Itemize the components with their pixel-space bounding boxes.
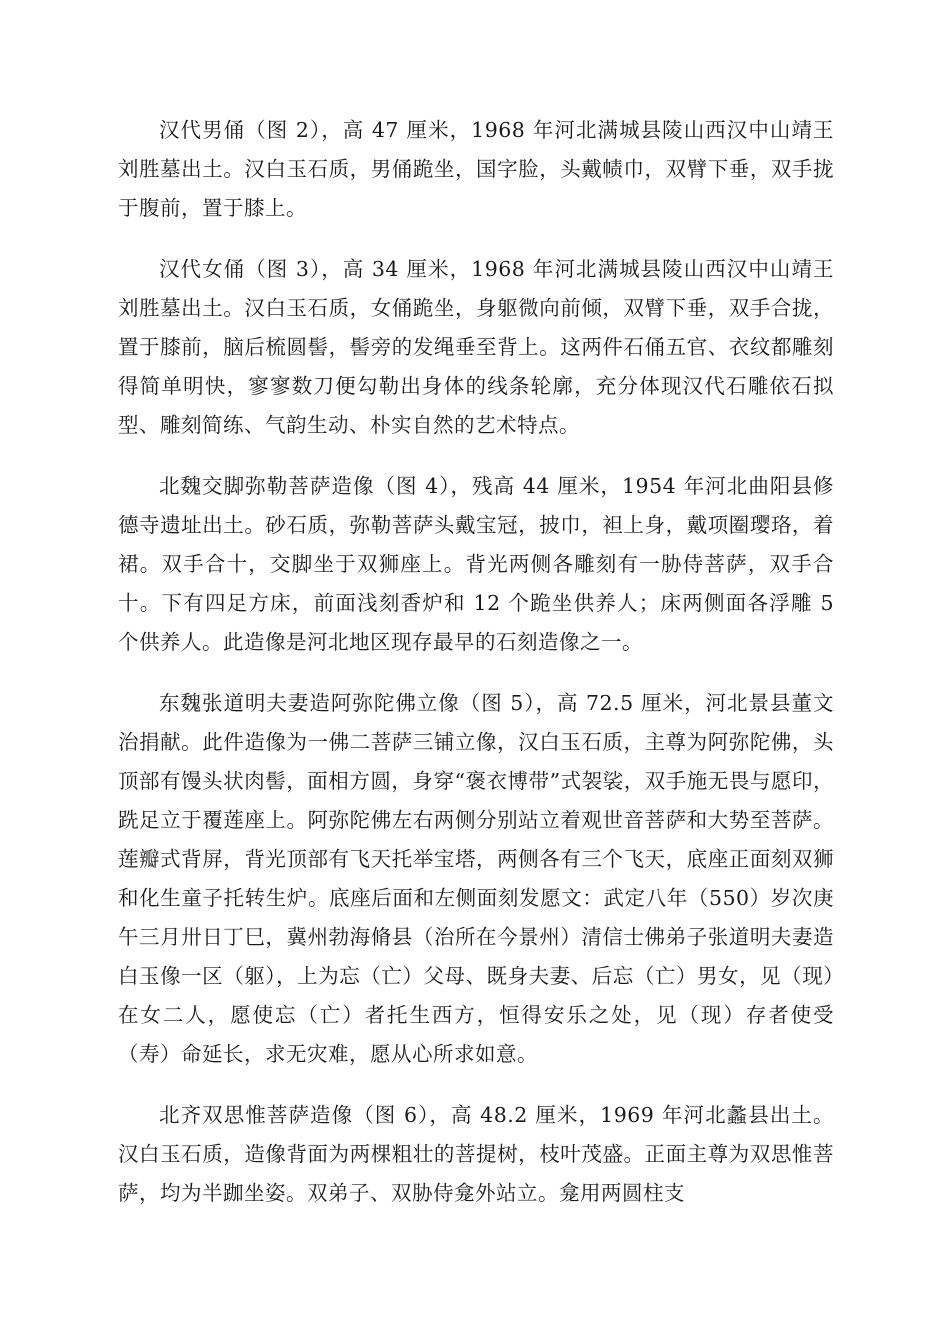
paragraph-northern-wei-maitreya: 北魏交脚弥勒菩萨造像（图 4），残高 44 厘米，1954 年河北曲阳县修德寺遗址出土。砂石质，弥勒菩萨头戴宝冠，披巾，袒上身，戴项圈璎珞，着裙。双手合十，交脚坐于双狮座上。背光两侧各雕刻有一胁侍菩萨，双手合十。下有四足方床，前面浅刻香炉和 12 个跪坐供养人；床两侧面各浮雕 5 个供养人。此造像是河北地区现存最早的石刻造像之一。 <box>118 474 834 654</box>
paragraph-han-male-figurine: 汉代男俑（图 2），高 47 厘米，1968 年河北满城县陵山西汉中山靖王刘胜墓出土。汉白玉石质，男俑跪坐，国字脸，头戴帻巾，双臂下垂，双手拢于腹前，置于膝上。 <box>118 118 834 220</box>
paragraph-northern-qi-bodhisattva: 北齐双思惟菩萨造像（图 6），高 48.2 厘米，1969 年河北蠡县出土。汉白玉石质，造像背面为两棵粗壮的菩提树，枝叶茂盛。正面主尊为双思惟菩萨，均为半跏坐姿。双弟子、双胁侍龛外站立。龛用两圆柱支 <box>118 1103 834 1205</box>
paragraph-han-female-figurine: 汉代女俑（图 3），高 34 厘米，1968 年河北满城县陵山西汉中山靖王刘胜墓出土。汉白玉石质，女俑跪坐，身躯微向前倾，双臂下垂，双手合拢，置于膝前，脑后梳圆髻，髻旁的发绳垂至背上。这两件石俑五官、衣纹都雕刻得简单明快，寥寥数刀便勾勒出身体的线条轮廓，充分体现汉代石雕依石拟型、雕刻简练、气韵生动、朴实自然的艺术特点。 <box>118 257 834 437</box>
paragraph-eastern-wei-amitabha: 东魏张道明夫妻造阿弥陀佛立像（图 5），高 72.5 厘米，河北景县董文治捐献。此件造像为一佛二菩萨三铺立像，汉白玉石质，主尊为阿弥陀佛，头顶部有馒头状肉髻，面相方圆，身穿“褒衣博带”式袈裟，双手施无畏与愿印，跣足立于覆莲座上。阿弥陀佛左右两侧分别站立着观世音菩萨和大势至菩萨。莲瓣式背屏，背光顶部有飞天托举宝塔，两侧各有三个飞天，底座正面刻双狮和化生童子托转生炉。底座后面和左侧面刻发愿文：武定八年（550）岁次庚午三月卅日丁巳，冀州勃海脩县（治所在今景州）清信士佛弟子张道明夫妻造白玉像一区（躯），上为忘（亡）父母、既身夫妻、后忘（亡）男女，见（现）在女二人，愿使忘（亡）者托生西方，恒得安乐之处，见（现）存者使受（寿）命延长，求无灾难，愿从心所求如意。 <box>118 691 834 1066</box>
document-page <box>118 111 834 1235</box>
